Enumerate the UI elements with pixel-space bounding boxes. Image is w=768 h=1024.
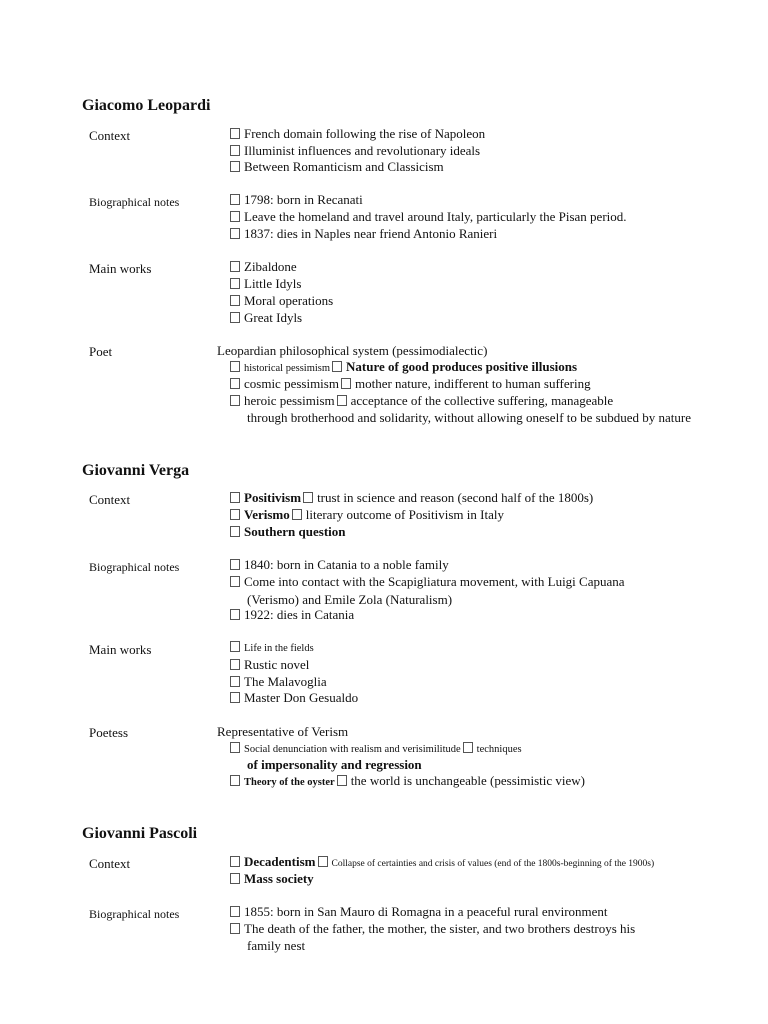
list-item: historical pessimism Nature of good produces positive illusions — [230, 359, 577, 377]
checkbox-glyph-icon — [230, 278, 240, 289]
checkbox-glyph-icon — [303, 492, 313, 503]
list-item: Come into contact with the Scapigliatura movement, with Luigi Capuana — [230, 574, 625, 590]
list-item: 1922: dies in Catania — [230, 607, 354, 623]
list-item: Great Idyls — [230, 310, 302, 326]
checkbox-glyph-icon — [230, 576, 240, 587]
context-label: Context — [89, 492, 131, 507]
section-title-pascoli: Giovanni Pascoli — [82, 825, 198, 842]
list-item: heroic pessimism acceptance of the collective suffering, manageable — [230, 393, 613, 409]
list-item: Decadentism Collapse of certainties and crisis of values (end of the 1800s-beginning of the 1900s) — [230, 854, 654, 872]
poet-label: Poet — [89, 344, 113, 359]
checkbox-glyph-icon — [230, 856, 240, 867]
list-item-continuation: family nest — [247, 938, 306, 953]
poet-intro: Representative of Verism — [217, 724, 349, 739]
list-item-continuation: (Verismo) and Emile Zola (Naturalism) — [247, 592, 453, 607]
bio-label: Biographical notes — [89, 195, 180, 209]
checkbox-glyph-icon — [230, 211, 240, 222]
list-item: Positivism trust in science and reason (second half of the 1800s) — [230, 490, 593, 506]
list-item: Southern question — [230, 524, 346, 540]
checkbox-glyph-icon — [230, 312, 240, 323]
context-label: Context — [89, 856, 131, 871]
checkbox-glyph-icon — [230, 161, 240, 172]
checkbox-glyph-icon — [230, 509, 240, 520]
checkbox-glyph-icon — [230, 923, 240, 934]
checkbox-glyph-icon — [230, 361, 240, 372]
list-item: Little Idyls — [230, 276, 301, 292]
checkbox-glyph-icon — [292, 509, 302, 520]
list-item: Life in the fields — [230, 641, 314, 657]
checkbox-glyph-icon — [230, 526, 240, 537]
checkbox-glyph-icon — [230, 378, 240, 389]
checkbox-glyph-icon — [230, 559, 240, 570]
checkbox-glyph-icon — [230, 228, 240, 239]
checkbox-glyph-icon — [341, 378, 351, 389]
list-item: French domain following the rise of Napoleon — [230, 126, 485, 142]
list-item: Social denunciation with realism and verisimilitude techniques — [230, 740, 522, 758]
checkbox-glyph-icon — [230, 609, 240, 620]
list-item: The death of the father, the mother, the sister, and two brothers destroys his — [230, 921, 635, 937]
list-item: Moral operations — [230, 293, 333, 309]
list-item: Between Romanticism and Classicism — [230, 159, 444, 175]
list-item: 1840: born in Catania to a noble family — [230, 557, 449, 573]
checkbox-glyph-icon — [463, 742, 473, 753]
checkbox-glyph-icon — [337, 775, 347, 786]
list-item: Verismo literary outcome of Positivism in Italy — [230, 507, 504, 523]
list-item: 1837: dies in Naples near friend Antonio Ranieri — [230, 226, 497, 242]
checkbox-glyph-icon — [230, 295, 240, 306]
poet-intro: Leopardian philosophical system (pessimodialectic) — [217, 343, 488, 358]
section-title-leopardi: Giacomo Leopardi — [82, 97, 211, 114]
checkbox-glyph-icon — [230, 906, 240, 917]
checkbox-glyph-icon — [337, 395, 347, 406]
checkbox-glyph-icon — [230, 742, 240, 753]
context-label: Context — [89, 128, 131, 143]
checkbox-glyph-icon — [230, 775, 240, 786]
list-item: The Malavoglia — [230, 674, 327, 690]
list-item: 1855: born in San Mauro di Romagna in a peaceful rural environment — [230, 904, 608, 920]
checkbox-glyph-icon — [230, 692, 240, 703]
checkbox-glyph-icon — [230, 194, 240, 205]
works-label: Main works — [89, 261, 152, 276]
checkbox-glyph-icon — [230, 676, 240, 687]
bio-label: Biographical notes — [89, 560, 180, 574]
checkbox-glyph-icon — [332, 361, 342, 372]
checkbox-glyph-icon — [230, 395, 240, 406]
list-item-continuation: of impersonality and regression — [247, 757, 422, 772]
checkbox-glyph-icon — [230, 128, 240, 139]
list-item: Leave the homeland and travel around Italy, particularly the Pisan period. — [230, 209, 627, 225]
section-title-verga: Giovanni Verga — [82, 462, 190, 479]
checkbox-glyph-icon — [230, 261, 240, 272]
checkbox-glyph-icon — [230, 641, 240, 652]
works-label: Main works — [89, 642, 152, 657]
checkbox-glyph-icon — [230, 145, 240, 156]
list-item: Theory of the oyster the world is unchangeable (pessimistic view) — [230, 773, 585, 791]
list-item: Mass society — [230, 871, 314, 887]
list-item-continuation: through brotherhood and solidarity, without allowing oneself to be subdued by nature — [247, 410, 691, 425]
list-item: Illuminist influences and revolutionary ideals — [230, 143, 480, 159]
list-item: Rustic novel — [230, 657, 309, 673]
checkbox-glyph-icon — [318, 856, 328, 867]
list-item: Zibaldone — [230, 259, 297, 275]
list-item: cosmic pessimism mother nature, indifferent to human suffering — [230, 376, 591, 392]
list-item: 1798: born in Recanati — [230, 192, 363, 208]
checkbox-glyph-icon — [230, 492, 240, 503]
checkbox-glyph-icon — [230, 659, 240, 670]
checkbox-glyph-icon — [230, 873, 240, 884]
poet-label: Poetess — [89, 725, 128, 740]
bio-label: Biographical notes — [89, 907, 180, 921]
list-item: Master Don Gesualdo — [230, 690, 358, 706]
